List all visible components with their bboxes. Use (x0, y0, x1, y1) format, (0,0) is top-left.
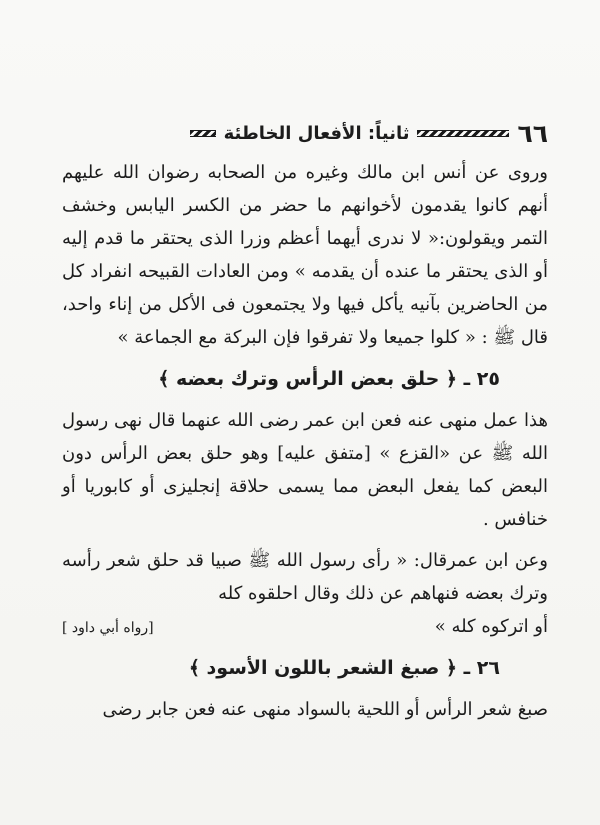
paragraph: صبغ شعر الرأس أو اللحية بالسواد منهى عنه فعن جابر رضى (102, 699, 548, 720)
hadith-source: [رواه أبي داود ] (62, 620, 154, 636)
page-header (62, 118, 548, 148)
paragraph: هذا عمل منهى عنه فعن ابن عمر رضى الله عنهما قال نهى رسول الله ﷺ عن «القزع » [متفق عليه] وهو حلق بعض الرأس دون البعض كما يفعل البعض مما يسمى حلاقة إنجليزى أو كابوريا أو خنافس . (62, 410, 548, 530)
paragraph: وعن ابن عمرقال: « رأى رسول الله ﷺ صبيا قد حلق شعر رأسه وترك بعضه فنهاهم عن ذلك وقال احلقوه كله (62, 550, 548, 604)
page-number: ٦٦ (517, 118, 548, 148)
paragraph-last-line (62, 610, 548, 645)
section-heading: ٢٥ ـ ﴿ حلق بعض الرأس وترك بعضه ﴾ (158, 368, 500, 390)
section-heading: ٢٦ ـ ﴿ صبغ الشعر باللون الأسود ﴾ (188, 657, 500, 679)
page-body (62, 156, 548, 726)
running-title: ثانياً: الأفعال الخاطئة (223, 122, 410, 144)
decorative-rule (190, 130, 216, 137)
paragraph-tail: أو اتركوه كله » (434, 616, 548, 637)
decorative-rule (417, 130, 509, 137)
paragraph: وروى عن أنس ابن مالك وغيره من الصحابه رضوان الله عليهم أنهم كانوا يقدمون لأخوانهم ما حضر من الكسر اليابس وخشف التمر ويقولون:« لا ندرى أيهما أعظم وزرا الذى يحتقر ما قدم إليه أو الذى يحتقر ما عنده أن يقدمه » ومن العادات القبيحه انفراد كل من الحاضرين بآنيه يأكل فيها ولا يجتمعون فى الأكل من إناء واحد، قال ﷺ : « كلوا جميعا ولا تفرقوا فإن البركة مع الجماعة » (62, 162, 548, 348)
